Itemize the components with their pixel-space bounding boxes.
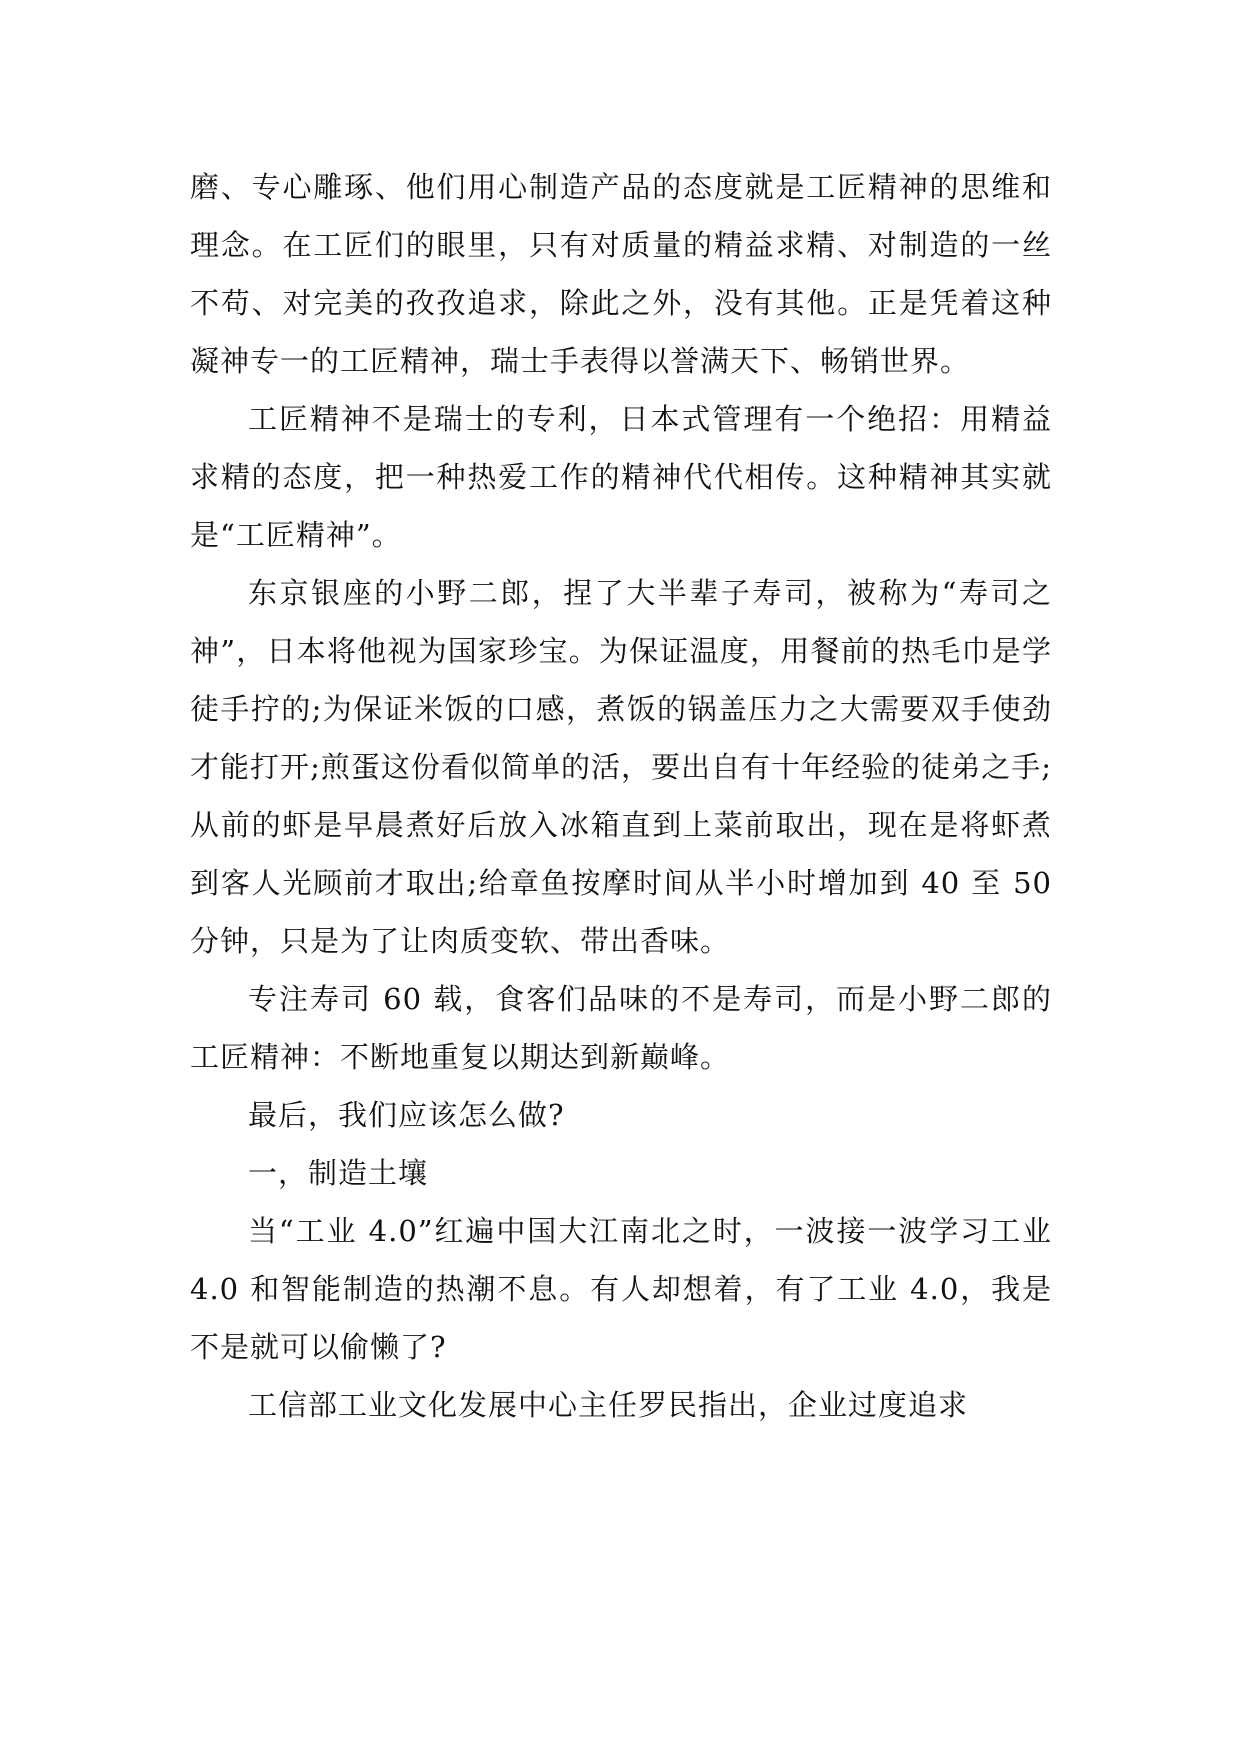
paragraph-5: 最后，我们应该怎么做? — [248, 1098, 565, 1132]
document-body — [190, 158, 1052, 1434]
paragraph-7: 工信部工业文化发展中心主任罗民指出，企业过度追求 — [248, 1388, 969, 1422]
paragraph-3: 东京银座的小野二郎，捏了大半辈子寿司，被称为“寿司之神”，日本将他视为国家珍宝。为保证温度，用餐前的热毛巾是学徒手拧的;为保证米饭的口感，煮饭的锅盖压力之大需要双手使劲才能打开;煎蛋这份看似简单的活，要出自有十年经验的徒弟之手;从前的虾是早晨煮好后放入冰箱直到上菜前取出，现在是将虾煮到客人光顾前才取出;给章鱼按摩时间从半小时增加到 40 至 50 分钟，只是为了让肉质变软、带出香味。 — [190, 576, 1052, 958]
paragraph-2: 工匠精神不是瑞士的专利，日本式管理有一个绝招：用精益求精的态度，把一种热爱工作的精神代代相传。这种精神其实就是“工匠精神”。 — [190, 402, 1052, 552]
paragraph-4: 专注寿司 60 载，食客们品味的不是寿司，而是小野二郎的工匠精神：不断地重复以期达到新巅峰。 — [190, 982, 1052, 1074]
paragraph-6: 当“工业 4.0”红遍中国大江南北之时，一波接一波学习工业 4.0 和智能制造的热潮不息。有人却想着，有了工业 4.0，我是不是就可以偷懒了? — [190, 1214, 1052, 1364]
section-heading: 一，制造土壤 — [248, 1156, 429, 1190]
paragraph-1: 磨、专心雕琢、他们用心制造产品的态度就是工匠精神的思维和理念。在工匠们的眼里，只有对质量的精益求精、对制造的一丝不苟、对完美的孜孜追求，除此之外，没有其他。正是凭着这种凝神专一的工匠精神，瑞士手表得以誉满天下、畅销世界。 — [190, 170, 1052, 378]
